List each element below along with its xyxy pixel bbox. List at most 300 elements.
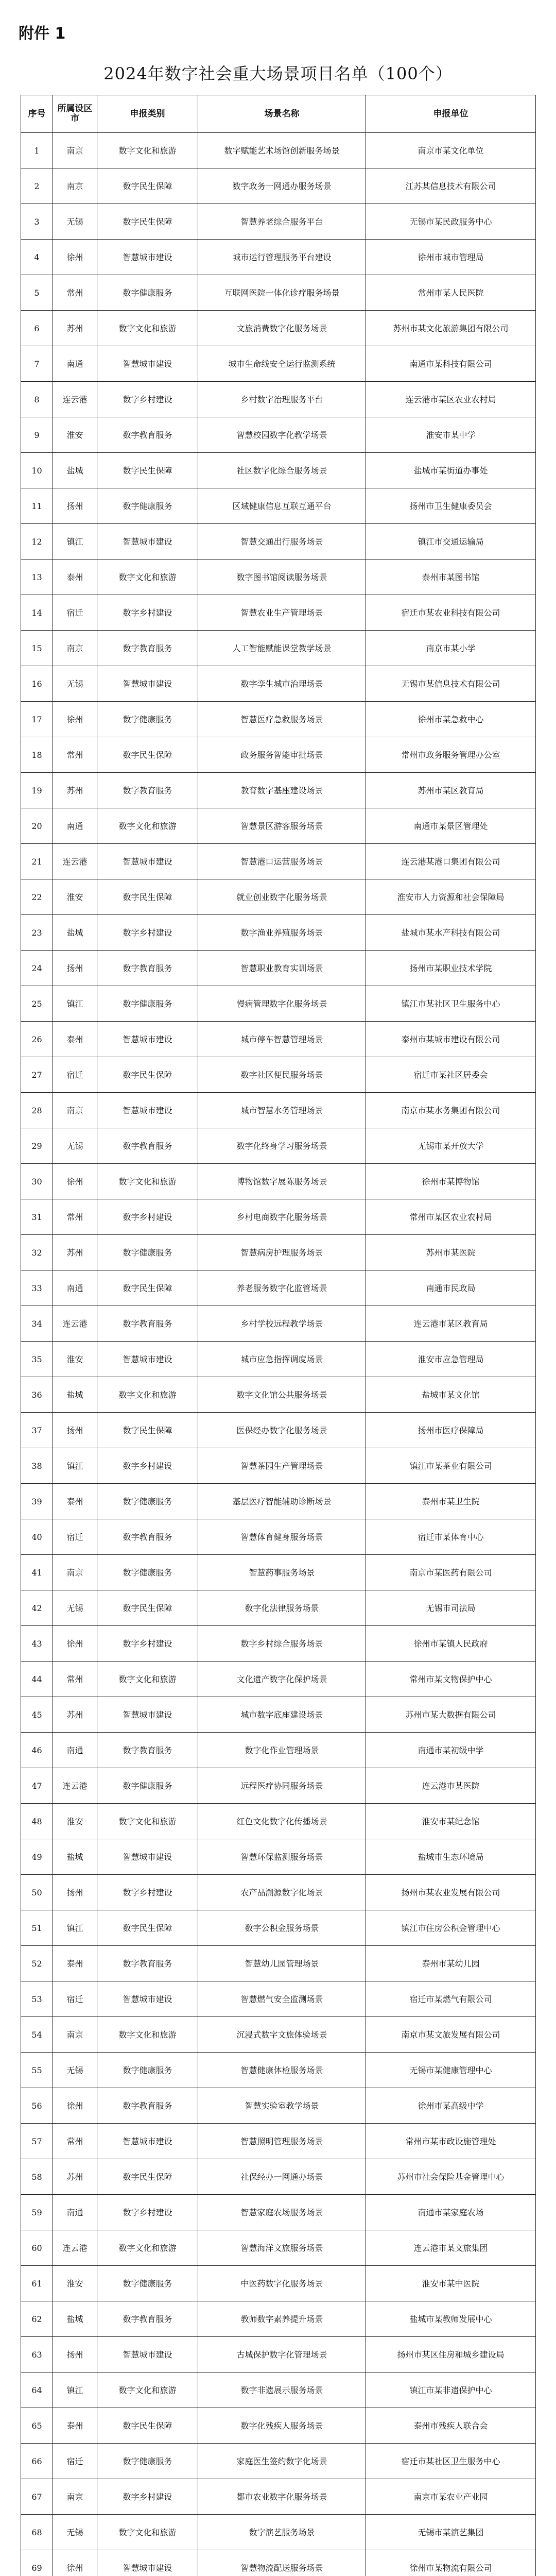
cell-city: 无锡	[53, 2515, 97, 2550]
table-row	[21, 2444, 536, 2479]
cell-city: 盐城	[53, 2301, 97, 2337]
cell-applicant: 苏州市某大数据有限公司	[366, 1697, 536, 1733]
cell-applicant: 宿迁市某社区卫生服务中心	[366, 2444, 536, 2479]
cell-applicant: 淮安市应急管理局	[366, 1342, 536, 1377]
table-row	[21, 951, 536, 986]
cell-category: 数字健康服务	[97, 488, 198, 524]
cell-category: 数字民生保障	[97, 1057, 198, 1093]
cell-category: 数字健康服务	[97, 2053, 198, 2088]
cell-city: 泰州	[53, 1022, 97, 1057]
table-row	[21, 2053, 536, 2088]
cell-category: 数字教育服务	[97, 2088, 198, 2124]
cell-category: 数字教育服务	[97, 1946, 198, 1981]
cell-applicant: 南通市某家庭农场	[366, 2195, 536, 2230]
cell-city: 南京	[53, 168, 97, 204]
cell-city: 苏州	[53, 311, 97, 346]
cell-index: 12	[21, 524, 53, 560]
cell-index: 65	[21, 2408, 53, 2444]
table-row	[21, 1093, 536, 1128]
cell-index: 14	[21, 595, 53, 631]
cell-scene-name: 智慧景区游客服务场景	[198, 808, 366, 844]
cell-scene-name: 农产品溯源数字化场景	[198, 1875, 366, 1910]
cell-city: 无锡	[53, 204, 97, 240]
cell-index: 21	[21, 844, 53, 879]
cell-category: 数字民生保障	[97, 1413, 198, 1448]
cell-scene-name: 智慧健康体检服务场景	[198, 2053, 366, 2088]
cell-city: 宿迁	[53, 1981, 97, 2017]
table-row	[21, 2550, 536, 2576]
cell-category: 智慧城市建设	[97, 1022, 198, 1057]
cell-scene-name: 智慧病房护理服务场景	[198, 1235, 366, 1270]
table-row	[21, 1519, 536, 1555]
table-row	[21, 844, 536, 879]
cell-index: 31	[21, 1199, 53, 1235]
cell-category: 数字教育服务	[97, 1128, 198, 1164]
cell-index: 6	[21, 311, 53, 346]
table-row	[21, 2017, 536, 2053]
cell-category: 数字健康服务	[97, 1555, 198, 1590]
cell-category: 数字教育服务	[97, 951, 198, 986]
table-row	[21, 737, 536, 773]
cell-index: 28	[21, 1093, 53, 1128]
cell-city: 连云港	[53, 844, 97, 879]
cell-city: 宿迁	[53, 595, 97, 631]
cell-scene-name: 智慧家庭农场服务场景	[198, 2195, 366, 2230]
table-row	[21, 2159, 536, 2195]
cell-city: 苏州	[53, 1235, 97, 1270]
cell-city: 徐州	[53, 2088, 97, 2124]
table-row	[21, 1413, 536, 1448]
cell-category: 智慧城市建设	[97, 1697, 198, 1733]
cell-scene-name: 乡村学校远程教学场景	[198, 1306, 366, 1342]
cell-scene-name: 社区数字化综合服务场景	[198, 453, 366, 488]
cell-applicant: 扬州市医疗保障局	[366, 1413, 536, 1448]
cell-scene-name: 城市应急指挥调度场景	[198, 1342, 366, 1377]
cell-category: 智慧城市建设	[97, 2337, 198, 2372]
cell-index: 55	[21, 2053, 53, 2088]
cell-city: 常州	[53, 1662, 97, 1697]
cell-category: 数字健康服务	[97, 275, 198, 311]
cell-scene-name: 教师数字素养提升场景	[198, 2301, 366, 2337]
cell-applicant: 徐州市某高级中学	[366, 2088, 536, 2124]
cell-scene-name: 医保经办数字化服务场景	[198, 1413, 366, 1448]
cell-index: 10	[21, 453, 53, 488]
cell-category: 数字文化和旅游	[97, 133, 198, 168]
table-row	[21, 1875, 536, 1910]
table-row	[21, 382, 536, 417]
cell-city: 扬州	[53, 1875, 97, 1910]
cell-scene-name: 智慧燃气安全监测场景	[198, 1981, 366, 2017]
table-row	[21, 417, 536, 453]
cell-index: 29	[21, 1128, 53, 1164]
cell-category: 智慧城市建设	[97, 2550, 198, 2576]
cell-scene-name: 智慧海洋文旅服务场景	[198, 2230, 366, 2266]
cell-city: 苏州	[53, 773, 97, 808]
table-row	[21, 2266, 536, 2301]
cell-applicant: 徐州市城市管理局	[366, 240, 536, 275]
cell-index: 47	[21, 1768, 53, 1804]
cell-applicant: 盐城市某教师发展中心	[366, 2301, 536, 2337]
cell-applicant: 南通市某初级中学	[366, 1733, 536, 1768]
table-row	[21, 560, 536, 595]
cell-city: 盐城	[53, 915, 97, 951]
table-row	[21, 1981, 536, 2017]
cell-scene-name: 数字化残疾人服务场景	[198, 2408, 366, 2444]
cell-scene-name: 智慧环保监测服务场景	[198, 1839, 366, 1875]
cell-city: 常州	[53, 1199, 97, 1235]
cell-index: 66	[21, 2444, 53, 2479]
cell-category: 数字教育服务	[97, 1733, 198, 1768]
cell-scene-name: 文旅消费数字化服务场景	[198, 311, 366, 346]
cell-category: 智慧城市建设	[97, 666, 198, 702]
cell-applicant: 镇江市某社区卫生服务中心	[366, 986, 536, 1022]
cell-category: 数字民生保障	[97, 1590, 198, 1626]
table-row	[21, 1342, 536, 1377]
table-row	[21, 2372, 536, 2408]
cell-city: 徐州	[53, 1626, 97, 1662]
cell-category: 数字健康服务	[97, 1768, 198, 1804]
cell-city: 南京	[53, 631, 97, 666]
table-row	[21, 488, 536, 524]
cell-city: 南通	[53, 1733, 97, 1768]
cell-city: 南京	[53, 133, 97, 168]
table-row	[21, 1235, 536, 1270]
cell-applicant: 宿迁市某农业科技有限公司	[366, 595, 536, 631]
cell-applicant: 常州市某区农业农村局	[366, 1199, 536, 1235]
cell-scene-name: 文化遗产数字化保护场景	[198, 1662, 366, 1697]
table-row	[21, 1590, 536, 1626]
cell-applicant: 江苏某信息技术有限公司	[366, 168, 536, 204]
cell-index: 37	[21, 1413, 53, 1448]
table-row	[21, 595, 536, 631]
cell-applicant: 苏州市某医院	[366, 1235, 536, 1270]
cell-scene-name: 数字政务一网通办服务场景	[198, 168, 366, 204]
cell-category: 数字文化和旅游	[97, 1804, 198, 1839]
cell-scene-name: 城市数字底座建设场景	[198, 1697, 366, 1733]
cell-scene-name: 远程医疗协同服务场景	[198, 1768, 366, 1804]
cell-index: 3	[21, 204, 53, 240]
table-row	[21, 275, 536, 311]
cell-index: 46	[21, 1733, 53, 1768]
cell-category: 数字民生保障	[97, 1270, 198, 1306]
cell-applicant: 扬州市卫生健康委员会	[366, 488, 536, 524]
cell-applicant: 徐州市某急救中心	[366, 702, 536, 737]
cell-index: 38	[21, 1448, 53, 1484]
cell-scene-name: 智慧药事服务场景	[198, 1555, 366, 1590]
cell-applicant: 南京市某小学	[366, 631, 536, 666]
cell-index: 8	[21, 382, 53, 417]
cell-city: 扬州	[53, 488, 97, 524]
cell-city: 宿迁	[53, 1057, 97, 1093]
cell-city: 南通	[53, 346, 97, 382]
cell-index: 23	[21, 915, 53, 951]
table-header-row	[21, 95, 536, 133]
cell-category: 数字民生保障	[97, 204, 198, 240]
header-city: 所属设区市	[53, 95, 97, 133]
cell-index: 4	[21, 240, 53, 275]
table-row	[21, 1199, 536, 1235]
cell-index: 43	[21, 1626, 53, 1662]
cell-applicant: 镇江市住房公积金管理中心	[366, 1910, 536, 1946]
cell-applicant: 常州市政务服务管理办公室	[366, 737, 536, 773]
cell-scene-name: 数字孪生城市治理场景	[198, 666, 366, 702]
cell-index: 59	[21, 2195, 53, 2230]
cell-index: 22	[21, 879, 53, 915]
cell-scene-name: 智慧交通出行服务场景	[198, 524, 366, 560]
cell-scene-name: 数字化作业管理场景	[198, 1733, 366, 1768]
table-row	[21, 631, 536, 666]
table-row	[21, 204, 536, 240]
cell-scene-name: 智慧职业教育实训场景	[198, 951, 366, 986]
cell-city: 徐州	[53, 1164, 97, 1199]
cell-scene-name: 沉浸式数字文旅体验场景	[198, 2017, 366, 2053]
cell-scene-name: 数字文化馆公共服务场景	[198, 1377, 366, 1413]
cell-scene-name: 智慧医疗急救服务场景	[198, 702, 366, 737]
cell-applicant: 徐州市某物流有限公司	[366, 2550, 536, 2576]
cell-applicant: 盐城市某文化馆	[366, 1377, 536, 1413]
table-row	[21, 1555, 536, 1590]
cell-applicant: 连云港某港口集团有限公司	[366, 844, 536, 879]
cell-scene-name: 家庭医生签约数字化场景	[198, 2444, 366, 2479]
cell-category: 智慧城市建设	[97, 1981, 198, 2017]
cell-category: 数字文化和旅游	[97, 2372, 198, 2408]
cell-applicant: 泰州市某图书馆	[366, 560, 536, 595]
cell-scene-name: 数字化终身学习服务场景	[198, 1128, 366, 1164]
cell-category: 智慧城市建设	[97, 240, 198, 275]
cell-index: 7	[21, 346, 53, 382]
cell-index: 17	[21, 702, 53, 737]
cell-scene-name: 乡村数字治理服务平台	[198, 382, 366, 417]
table-row	[21, 773, 536, 808]
table-row	[21, 1626, 536, 1662]
table-row	[21, 133, 536, 168]
table-row	[21, 986, 536, 1022]
project-list-table	[21, 95, 536, 2576]
cell-index: 19	[21, 773, 53, 808]
cell-index: 41	[21, 1555, 53, 1590]
cell-applicant: 镇江市某非遗保护中心	[366, 2372, 536, 2408]
cell-scene-name: 智慧物流配送服务场景	[198, 2550, 366, 2576]
cell-applicant: 南通市某景区管理处	[366, 808, 536, 844]
cell-scene-name: 智慧实验室教学场景	[198, 2088, 366, 2124]
cell-index: 67	[21, 2479, 53, 2515]
cell-index: 56	[21, 2088, 53, 2124]
cell-index: 52	[21, 1946, 53, 1981]
cell-applicant: 泰州市某幼儿园	[366, 1946, 536, 1981]
cell-index: 51	[21, 1910, 53, 1946]
cell-category: 数字民生保障	[97, 737, 198, 773]
table-row	[21, 453, 536, 488]
table-row	[21, 2337, 536, 2372]
cell-category: 数字健康服务	[97, 1235, 198, 1270]
cell-category: 数字教育服务	[97, 1306, 198, 1342]
cell-scene-name: 人工智能赋能课堂教学场景	[198, 631, 366, 666]
cell-index: 50	[21, 1875, 53, 1910]
table-row	[21, 1306, 536, 1342]
cell-index: 45	[21, 1697, 53, 1733]
table-row	[21, 2301, 536, 2337]
cell-city: 泰州	[53, 1946, 97, 1981]
cell-applicant: 南京市某水务集团有限公司	[366, 1093, 536, 1128]
cell-category: 数字文化和旅游	[97, 2515, 198, 2550]
cell-city: 盐城	[53, 453, 97, 488]
cell-city: 淮安	[53, 1342, 97, 1377]
cell-scene-name: 都市农业数字化服务场景	[198, 2479, 366, 2515]
cell-scene-name: 中医药数字化服务场景	[198, 2266, 366, 2301]
cell-city: 淮安	[53, 2266, 97, 2301]
cell-scene-name: 就业创业数字化服务场景	[198, 879, 366, 915]
cell-category: 数字健康服务	[97, 1484, 198, 1519]
cell-city: 镇江	[53, 1448, 97, 1484]
cell-scene-name: 数字化法律服务场景	[198, 1590, 366, 1626]
cell-city: 常州	[53, 2124, 97, 2159]
table-row	[21, 1697, 536, 1733]
cell-index: 13	[21, 560, 53, 595]
table-row	[21, 1057, 536, 1093]
table-row	[21, 1164, 536, 1199]
table-row	[21, 1377, 536, 1413]
table-row	[21, 2408, 536, 2444]
attachment-label: 附件 1	[19, 25, 66, 43]
cell-category: 数字民生保障	[97, 2408, 198, 2444]
table-row	[21, 168, 536, 204]
cell-category: 智慧城市建设	[97, 524, 198, 560]
cell-index: 36	[21, 1377, 53, 1413]
cell-applicant: 连云港市某文旅集团	[366, 2230, 536, 2266]
table-row	[21, 1839, 536, 1875]
cell-applicant: 徐州市某博物馆	[366, 1164, 536, 1199]
cell-scene-name: 智慧茶园生产管理场景	[198, 1448, 366, 1484]
table-row	[21, 702, 536, 737]
cell-city: 宿迁	[53, 2444, 97, 2479]
cell-applicant: 扬州市某区住房和城乡建设局	[366, 2337, 536, 2372]
cell-city: 连云港	[53, 2230, 97, 2266]
cell-index: 15	[21, 631, 53, 666]
cell-applicant: 盐城市生态环境局	[366, 1839, 536, 1875]
cell-scene-name: 数字公积金服务场景	[198, 1910, 366, 1946]
cell-city: 徐州	[53, 702, 97, 737]
cell-applicant: 淮安市人力资源和社会保障局	[366, 879, 536, 915]
cell-index: 39	[21, 1484, 53, 1519]
cell-category: 数字教育服务	[97, 773, 198, 808]
header-category: 申报类别	[97, 95, 198, 133]
cell-city: 无锡	[53, 2053, 97, 2088]
cell-category: 数字民生保障	[97, 1910, 198, 1946]
cell-index: 1	[21, 133, 53, 168]
cell-applicant: 宿迁市某体育中心	[366, 1519, 536, 1555]
cell-scene-name: 养老服务数字化监管场景	[198, 1270, 366, 1306]
cell-applicant: 盐城市某街道办事处	[366, 453, 536, 488]
cell-scene-name: 智慧养老综合服务平台	[198, 204, 366, 240]
cell-category: 数字乡村建设	[97, 2195, 198, 2230]
cell-index: 53	[21, 1981, 53, 2017]
cell-category: 数字健康服务	[97, 2266, 198, 2301]
cell-city: 镇江	[53, 986, 97, 1022]
cell-index: 58	[21, 2159, 53, 2195]
cell-index: 44	[21, 1662, 53, 1697]
cell-applicant: 苏州市社会保险基金管理中心	[366, 2159, 536, 2195]
table-row	[21, 808, 536, 844]
cell-applicant: 连云港市某区教育局	[366, 1306, 536, 1342]
cell-applicant: 镇江市某茶业有限公司	[366, 1448, 536, 1484]
cell-applicant: 镇江市交通运输局	[366, 524, 536, 560]
cell-city: 南通	[53, 2195, 97, 2230]
cell-applicant: 泰州市残疾人联合会	[366, 2408, 536, 2444]
cell-index: 30	[21, 1164, 53, 1199]
cell-index: 16	[21, 666, 53, 702]
cell-city: 宿迁	[53, 1519, 97, 1555]
cell-category: 数字乡村建设	[97, 915, 198, 951]
cell-category: 数字健康服务	[97, 702, 198, 737]
cell-city: 南京	[53, 1093, 97, 1128]
cell-scene-name: 慢病管理数字化服务场景	[198, 986, 366, 1022]
table-row	[21, 1662, 536, 1697]
table-row	[21, 666, 536, 702]
cell-city: 无锡	[53, 1590, 97, 1626]
cell-category: 数字民生保障	[97, 2159, 198, 2195]
cell-scene-name: 数字赋能艺术场馆创新服务场景	[198, 133, 366, 168]
cell-applicant: 淮安市某纪念馆	[366, 1804, 536, 1839]
cell-city: 扬州	[53, 2337, 97, 2372]
cell-scene-name: 智慧照明管理服务场景	[198, 2124, 366, 2159]
table-row	[21, 1910, 536, 1946]
table-row	[21, 240, 536, 275]
cell-category: 数字文化和旅游	[97, 2230, 198, 2266]
cell-city: 苏州	[53, 2159, 97, 2195]
cell-category: 数字乡村建设	[97, 382, 198, 417]
cell-scene-name: 城市运行管理服务平台建设	[198, 240, 366, 275]
cell-scene-name: 政务服务智能审批场景	[198, 737, 366, 773]
cell-applicant: 淮安市某中学	[366, 417, 536, 453]
cell-applicant: 南通市某科技有限公司	[366, 346, 536, 382]
cell-city: 盐城	[53, 1839, 97, 1875]
cell-index: 54	[21, 2017, 53, 2053]
cell-scene-name: 数字演艺服务场景	[198, 2515, 366, 2550]
cell-applicant: 泰州市某城市建设有限公司	[366, 1022, 536, 1057]
cell-applicant: 无锡市某健康管理中心	[366, 2053, 536, 2088]
cell-category: 数字乡村建设	[97, 2479, 198, 2515]
cell-city: 无锡	[53, 1128, 97, 1164]
cell-city: 无锡	[53, 666, 97, 702]
cell-index: 62	[21, 2301, 53, 2337]
cell-category: 智慧城市建设	[97, 1839, 198, 1875]
cell-scene-name: 区域健康信息互联互通平台	[198, 488, 366, 524]
cell-scene-name: 数字非遗展示服务场景	[198, 2372, 366, 2408]
cell-city: 常州	[53, 737, 97, 773]
table-row	[21, 1128, 536, 1164]
cell-applicant: 无锡市司法局	[366, 1590, 536, 1626]
cell-index: 57	[21, 2124, 53, 2159]
cell-scene-name: 博物馆数字展陈服务场景	[198, 1164, 366, 1199]
cell-category: 智慧城市建设	[97, 1093, 198, 1128]
cell-scene-name: 智慧港口运营服务场景	[198, 844, 366, 879]
document-title: 2024年数字社会重大场景项目名单（100个）	[103, 64, 453, 83]
cell-category: 数字乡村建设	[97, 595, 198, 631]
cell-index: 48	[21, 1804, 53, 1839]
cell-applicant: 扬州市某农业发展有限公司	[366, 1875, 536, 1910]
cell-category: 数字乡村建设	[97, 1448, 198, 1484]
header-index: 序号	[21, 95, 53, 133]
cell-index: 69	[21, 2550, 53, 2576]
cell-category: 数字健康服务	[97, 986, 198, 1022]
table-row	[21, 1448, 536, 1484]
cell-index: 60	[21, 2230, 53, 2266]
cell-city: 连云港	[53, 382, 97, 417]
cell-city: 南京	[53, 1555, 97, 1590]
cell-city: 淮安	[53, 1804, 97, 1839]
cell-scene-name: 社保经办一网通办场景	[198, 2159, 366, 2195]
cell-applicant: 南京市某文化单位	[366, 133, 536, 168]
